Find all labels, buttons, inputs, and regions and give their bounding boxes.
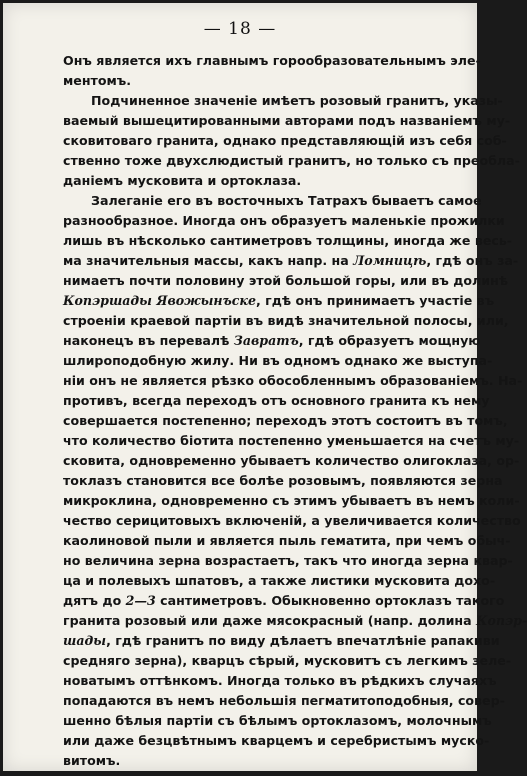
text-line: каолиновой пыли и является пыль гематита, при чемъ обыч- [63, 533, 511, 548]
text-line: что количество біотита постепенно уменьшается на счетъ му- [63, 433, 520, 448]
text-line: ваемый вышецитированными авторами подъ названіемъ му- [63, 113, 511, 128]
text-line: ца и полевыхъ шпатовъ, а также листики мусковита дохо- [63, 573, 496, 588]
text-line: нимаетъ почти половину этой большой горы, или въ долинѣ [63, 273, 509, 288]
text-line: чество серицитовыхъ включеній, а увеличивается количество [63, 513, 521, 528]
text-line: ніи онъ не является рѣзко обособленнымъ образованіемъ. На- [63, 373, 523, 388]
text-line: разнообразное. Иногда онъ образуетъ маленькіе прожилки [63, 213, 505, 228]
text-line: шады, гдѣ гранитъ по виду дѣлаетъ впечатлѣніе рапакиви [63, 633, 500, 648]
text-line: но величина зерна возрастаетъ, такъ что иногда зерна квар- [63, 553, 513, 568]
text-line: ственно тоже двухслюдистый гранитъ, но только съ преобла- [63, 153, 520, 168]
text-line: гранита розовый или даже мясокрасный (напр. долина Копэр- [63, 613, 527, 628]
text-line: микроклина, одновременно съ этимъ убываетъ въ немъ коли- [63, 493, 520, 508]
text-line: токлазъ становится все болѣе розовымъ, появляются зерна [63, 473, 503, 488]
text-line: Копэршады Явожынъске, гдѣ онъ принимаетъ участіе въ [63, 293, 495, 308]
text-line: шлироподобную жилу. Ни въ одномъ однако же выступа- [63, 353, 493, 368]
text-line: попадаются въ немъ небольшія пегматитоподобныя, совер- [63, 693, 505, 708]
text-line: ментомъ. [63, 73, 132, 88]
text-line: сковита, одновременно убываетъ количество олигоклаза, ор- [63, 453, 520, 468]
text-line: строеніи краевой партіи въ видѣ значительной полосы, или, [63, 313, 509, 328]
text-line: дятъ до 2—3 сантиметровъ. Обыкновенно ортоклазъ такого [63, 593, 505, 608]
text-line: Онъ является ихъ главнымъ горообразовательнымъ эле- [63, 53, 481, 68]
book-page [3, 3, 527, 771]
text-line: ма значительныя массы, какъ напр. на Ломницѣ, гдѣ онъ за- [63, 253, 519, 268]
text-line: средняго зерна), кварцъ сѣрый, мусковитъ съ легкимъ зеле- [63, 653, 512, 668]
text-line: шенно бѣлыя партіи съ бѣлымъ ортоклазомъ, молочнымъ [63, 713, 492, 728]
page-number: — 18 — [203, 19, 277, 39]
text-line: совершается постепенно; переходъ этотъ состоитъ въ томъ, [63, 413, 508, 428]
text-line: даніемъ мусковита и ортоклаза. [63, 173, 302, 188]
text-line: витомъ. [63, 753, 121, 768]
text-line: сковитоваго гранита, однако представляющій изъ себя соб- [63, 133, 507, 148]
text-line: наконецъ въ перевалѣ Завратъ, гдѣ образуетъ мощную [63, 333, 481, 348]
text-line: Подчиненное значеніе имѣетъ розовый гранитъ, указы- [91, 93, 503, 108]
text-line: или даже безцвѣтнымъ кварцемъ и серебристымъ муско- [63, 733, 490, 748]
text-line: новатымъ оттѣнкомъ. Иногда только въ рѣдкихъ случаяхъ [63, 673, 497, 688]
text-line: лишь въ нѣсколько сантиметровъ толщины, иногда же весь- [63, 233, 513, 248]
text-line: противъ, всегда переходъ отъ основного гранита къ нему [63, 393, 490, 408]
text-line: Залеганіе его въ восточныхъ Татрахъ бываетъ самое [91, 193, 482, 208]
